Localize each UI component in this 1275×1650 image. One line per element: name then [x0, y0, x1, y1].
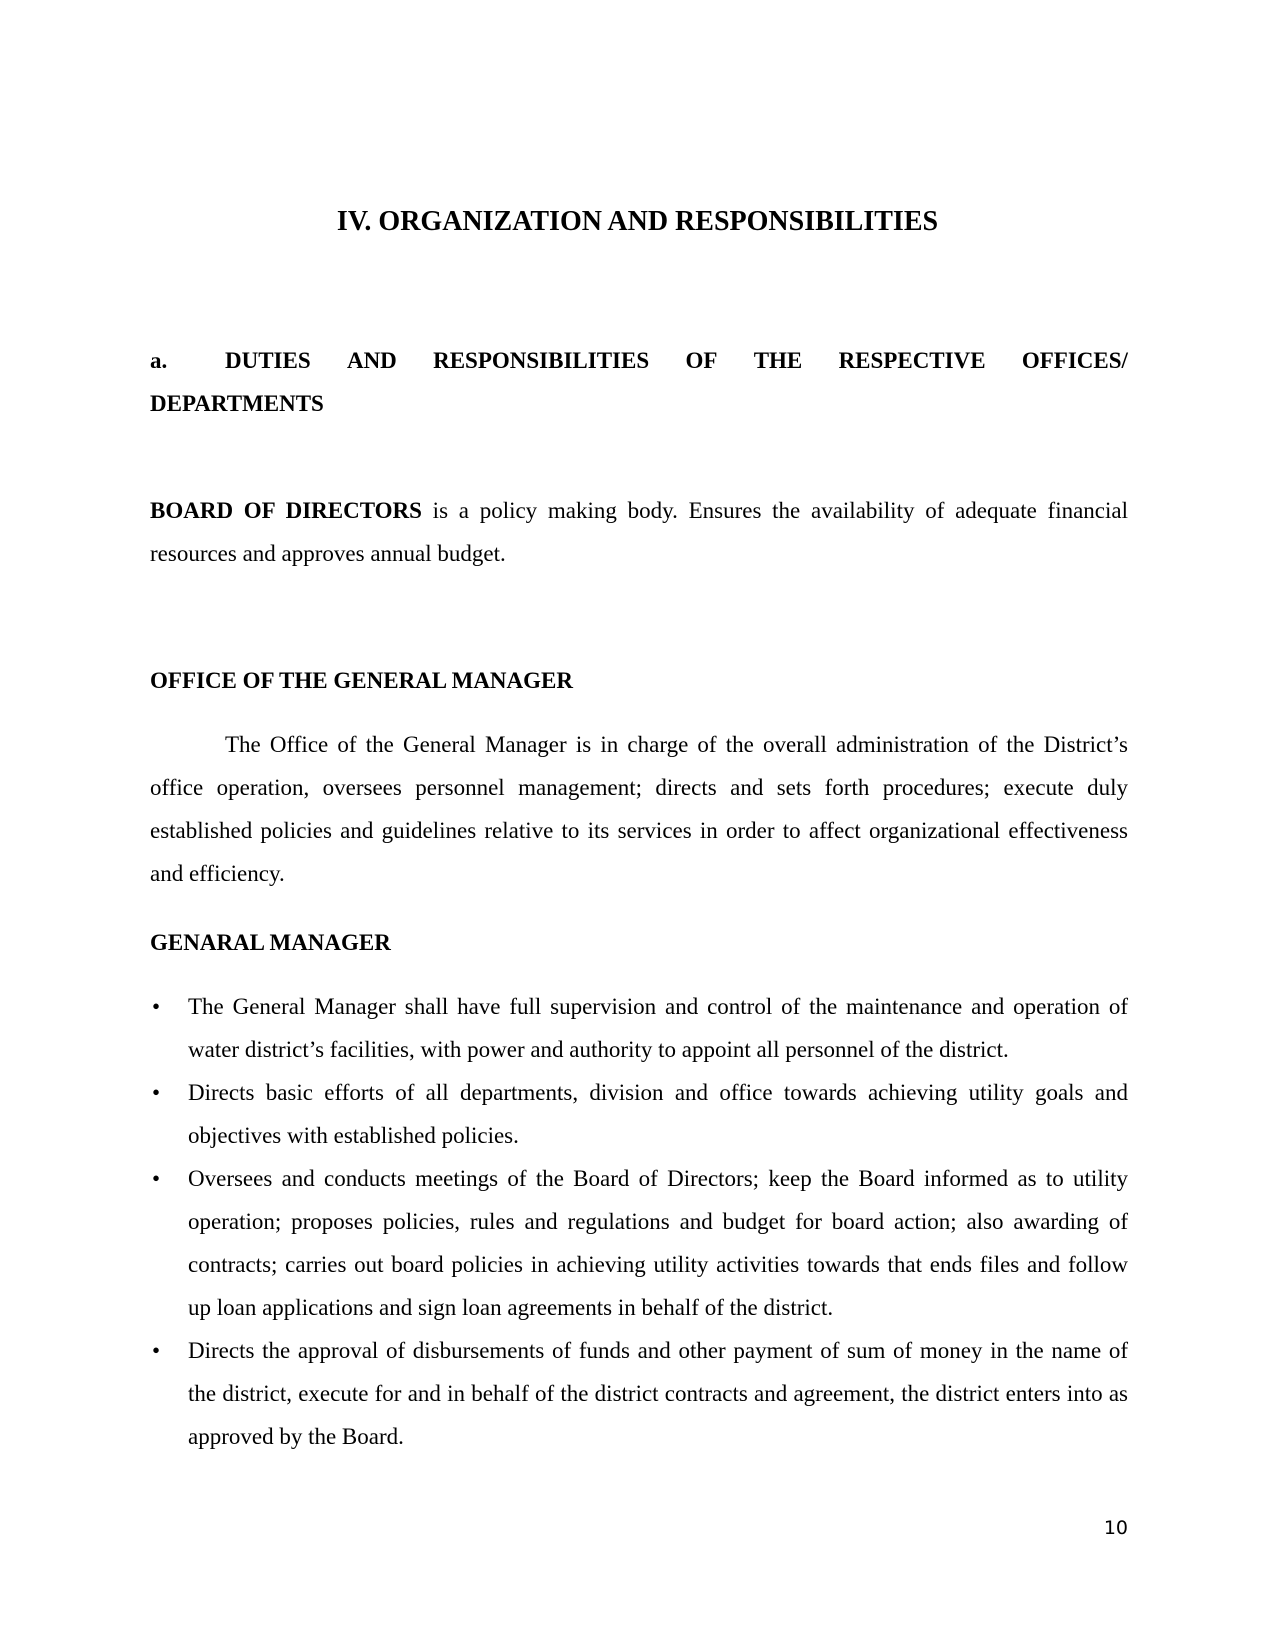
- heading-word: DUTIES: [225, 348, 311, 373]
- page-number: 10: [1103, 1517, 1128, 1539]
- general-manager-duties-list: [150, 985, 1128, 1458]
- list-item: [150, 1071, 1128, 1157]
- heading-word: RESPECTIVE: [838, 348, 986, 373]
- board-of-directors-paragraph: [150, 489, 1128, 575]
- list-item-text: Directs the approval of disbursements of funds and other payment of sum of money in the name of the district, execute for and in behalf of the district contracts and agreement, the district enters into as approved by the Board.: [188, 1338, 1128, 1449]
- general-manager-heading: GENARAL MANAGER: [150, 930, 391, 955]
- bullet-icon: •: [152, 1338, 161, 1363]
- board-text: is a policy making body. Ensures the availability of adequate financial resources and approves annual budget.: [150, 498, 1128, 566]
- list-item-text: The General Manager shall have full supervision and control of the maintenance and operation of water district’s facilities, with power and authority to appoint all personnel of the district.: [188, 994, 1128, 1062]
- list-item-text: Oversees and conducts meetings of the Board of Directors; keep the Board informed as to utility operation; proposes policies, rules and regulations and budget for board action; also awarding of contracts; carries out board policies in achieving utility activities towards that ends files and follow up loan applications and sign loan agreements in behalf of the district.: [188, 1166, 1128, 1320]
- subsection-a-heading: [150, 339, 1128, 425]
- page-title: IV. ORGANIZATION AND RESPONSIBILITIES: [336, 206, 939, 237]
- list-item: [150, 1157, 1128, 1329]
- gm-office-heading: OFFICE OF THE GENERAL MANAGER: [150, 668, 573, 693]
- subsection-a-line1: [150, 339, 1128, 382]
- gm-office-paragraph: The Office of the General Manager is in charge of the overall administration of the District’s office operation, oversees personnel management; directs and sets forth procedures; execute duly established policies and guidelines relative to its services in order to affect organizational effectiveness and efficiency.: [150, 732, 1128, 886]
- bullet-icon: •: [152, 994, 161, 1019]
- list-item-text: Directs basic efforts of all departments, division and office towards achieving utility goals and objectives with established policies.: [188, 1080, 1128, 1148]
- heading-word: RESPONSIBILITIES: [433, 348, 650, 373]
- list-item: [150, 1329, 1128, 1458]
- board-label: BOARD OF DIRECTORS: [150, 498, 422, 523]
- subsection-letter: a.: [150, 348, 168, 373]
- bullet-icon: •: [152, 1166, 161, 1191]
- heading-word: OF: [685, 348, 718, 373]
- subsection-a-line2: DEPARTMENTS: [150, 391, 324, 416]
- heading-word: AND: [346, 348, 397, 373]
- bullet-icon: •: [152, 1080, 161, 1105]
- heading-word: THE: [753, 348, 803, 373]
- subsection-a-words: [225, 339, 1128, 382]
- heading-word: OFFICES/: [1021, 348, 1128, 373]
- list-item: [150, 985, 1128, 1071]
